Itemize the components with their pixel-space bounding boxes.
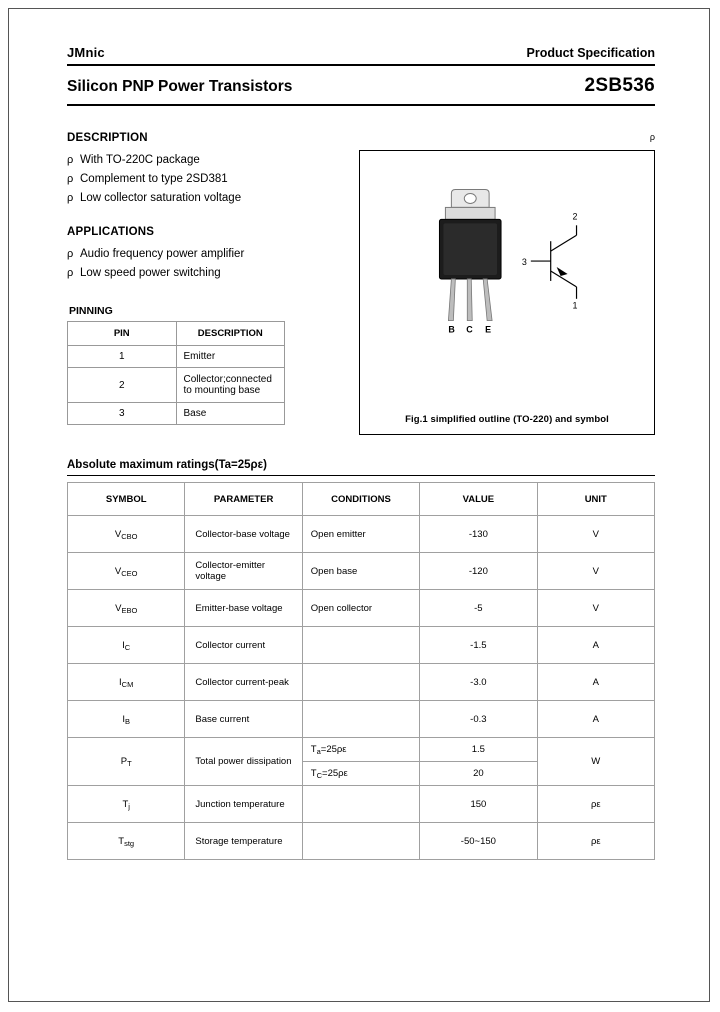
bullet-icon: ρ (67, 192, 74, 204)
right-column (357, 132, 655, 425)
description-heading: DESCRIPTION (67, 132, 148, 144)
value-cell: -50~150 (420, 823, 537, 860)
figure-box (359, 150, 655, 435)
unit-cell: W (537, 738, 654, 786)
list-item (67, 245, 357, 264)
page-title: Silicon PNP Power Transistors (67, 78, 293, 95)
parameter-cell: Emitter-base voltage (185, 590, 302, 627)
conditions-cell (302, 701, 419, 738)
pin-description: Collector;connected to mounting base (176, 368, 285, 403)
title-rule (67, 104, 655, 106)
svg-text:3: 3 (521, 257, 527, 268)
parameter-cell: Collector current-peak (185, 664, 302, 701)
table-row (68, 627, 655, 664)
conditions-cell (302, 627, 419, 664)
corner-mark: ρ (649, 132, 655, 142)
table-row (68, 516, 655, 553)
parameter-cell: Collector current (185, 627, 302, 664)
unit-cell: A (537, 627, 654, 664)
svg-text:B: B (448, 324, 455, 335)
list-item-label: Audio frequency power amplifier (80, 248, 245, 260)
symbol-base: I (119, 676, 122, 688)
value-cell: -130 (420, 516, 537, 553)
table-row (68, 786, 655, 823)
symbol-subscript: CEO (121, 568, 138, 578)
spacer (67, 283, 357, 305)
table-header-row (68, 483, 655, 516)
table-header-row (68, 322, 285, 346)
conditions-rest: =25ρε (320, 744, 347, 755)
list-item (67, 264, 357, 283)
parameter-cell: Collector-emitter voltage (185, 553, 302, 590)
conditions-cell: Open base (302, 553, 419, 590)
conditions-cell (302, 664, 419, 701)
conditions-subscript: a (316, 747, 321, 756)
parameter-cell: Collector-base voltage (185, 516, 302, 553)
value-cell: -5 (420, 590, 537, 627)
table-row (68, 590, 655, 627)
svg-text:2: 2 (572, 211, 578, 222)
list-item-label: With TO-220C package (80, 154, 200, 166)
ratings-rule (67, 475, 655, 476)
table-row (68, 701, 655, 738)
bullet-icon: ρ (67, 267, 74, 279)
list-item (67, 170, 357, 189)
conditions-cell: Open emitter (302, 516, 419, 553)
list-item (67, 151, 357, 170)
symbol-base: P (120, 756, 128, 767)
pin-description: Base (176, 403, 285, 425)
brand-name: JMnic (67, 45, 105, 60)
part-number: 2SB536 (584, 75, 655, 96)
pinning-table (67, 321, 285, 425)
symbol-base: V (115, 602, 122, 614)
applications-list (67, 245, 357, 283)
unit-cell: A (537, 701, 654, 738)
product-specification-label: Product Specification (526, 46, 655, 60)
unit-cell: V (537, 553, 654, 590)
symbol-subscript: T (127, 759, 132, 768)
table-row (68, 346, 285, 368)
pin-number: 2 (68, 368, 177, 403)
symbol-base: T (118, 835, 125, 847)
symbol-subscript: EBO (121, 605, 138, 615)
value-cell: -1.5 (420, 627, 537, 664)
transistor-outline-figure (360, 151, 654, 391)
conditions-cell (302, 823, 419, 860)
symbol-cell (68, 664, 185, 701)
column-header-conditions: CONDITIONS (302, 483, 419, 516)
list-item-label: Low collector saturation voltage (80, 192, 242, 204)
symbol-cell (68, 701, 185, 738)
svg-text:E: E (485, 324, 492, 335)
unit-cell: A (537, 664, 654, 701)
list-item-label: Complement to type 2SD381 (80, 173, 228, 185)
conditions-cell (302, 738, 419, 762)
spacer (67, 208, 357, 226)
column-header-unit: UNIT (537, 483, 654, 516)
symbol-base: I (122, 713, 125, 725)
parameter-cell: Junction temperature (185, 786, 302, 823)
table-row (68, 823, 655, 860)
list-item-label: Low speed power switching (80, 267, 221, 279)
parameter-cell: Base current (185, 701, 302, 738)
bullet-icon: ρ (67, 248, 74, 260)
svg-text:1: 1 (572, 300, 578, 311)
list-item (67, 189, 357, 208)
unit-cell: ρε (537, 786, 654, 823)
symbol-cell (68, 516, 185, 553)
symbol-cell (68, 738, 185, 786)
value-cell: -3.0 (420, 664, 537, 701)
table-row (68, 553, 655, 590)
document-page (8, 8, 710, 1002)
conditions-cell (302, 762, 419, 786)
description-list (67, 151, 357, 208)
column-header-description: DESCRIPTION (176, 322, 285, 346)
value-cell: 150 (420, 786, 537, 823)
parameter-cell: Total power dissipation (185, 738, 302, 786)
pin-number: 3 (68, 403, 177, 425)
table-row (68, 368, 285, 403)
symbol-subscript: stg (124, 838, 135, 848)
symbol-base: V (114, 565, 122, 577)
table-row (68, 664, 655, 701)
svg-text:C: C (466, 324, 473, 335)
symbol-base: V (114, 528, 122, 540)
symbol-cell (68, 786, 185, 823)
unit-cell: ρε (537, 823, 654, 860)
conditions-cell: Open collector (302, 590, 419, 627)
value-cell: 20 (420, 762, 537, 786)
conditions-cell (302, 786, 419, 823)
conditions-base: T (310, 768, 317, 779)
left-column (67, 132, 357, 425)
table-row (68, 403, 285, 425)
page-header (67, 45, 655, 63)
value-cell: 1.5 (420, 738, 537, 762)
symbol-cell (68, 590, 185, 627)
symbol-subscript: CBO (121, 531, 138, 541)
applications-heading: APPLICATIONS (67, 226, 155, 238)
ratings-title: Absolute maximum ratings(Ta=25ρε) (67, 459, 267, 471)
column-header-symbol: SYMBOL (68, 483, 185, 516)
pinning-title: PINNING (69, 305, 113, 317)
value-cell: -120 (420, 553, 537, 590)
conditions-subscript: C (316, 771, 323, 780)
bullet-icon: ρ (67, 154, 74, 166)
symbol-cell (68, 553, 185, 590)
value-cell: -0.3 (420, 701, 537, 738)
absolute-maximum-ratings-table (67, 482, 655, 860)
symbol-cell (68, 823, 185, 860)
unit-cell: V (537, 590, 654, 627)
symbol-base: T (122, 798, 129, 810)
body-columns (67, 132, 655, 425)
page-content (67, 45, 655, 860)
symbol-subscript: B (125, 716, 131, 726)
column-header-value: VALUE (420, 483, 537, 516)
symbol-subscript: j (128, 801, 130, 811)
bullet-icon: ρ (67, 173, 74, 185)
figure-caption: Fig.1 simplified outline (TO-220) and symbol (405, 414, 609, 425)
column-header-pin: PIN (68, 322, 177, 346)
column-header-parameter: PARAMETER (185, 483, 302, 516)
symbol-subscript: C (124, 642, 131, 652)
parameter-cell: Storage temperature (185, 823, 302, 860)
symbol-subscript: CM (121, 679, 134, 689)
unit-cell: V (537, 516, 654, 553)
title-row (67, 66, 655, 103)
conditions-base: T (310, 744, 317, 755)
pin-description: Emitter (176, 346, 285, 368)
symbol-base: I (122, 639, 125, 651)
symbol-cell (68, 627, 185, 664)
pin-number: 1 (68, 346, 177, 368)
table-row (68, 738, 655, 762)
conditions-rest: =25ρε (322, 768, 348, 779)
